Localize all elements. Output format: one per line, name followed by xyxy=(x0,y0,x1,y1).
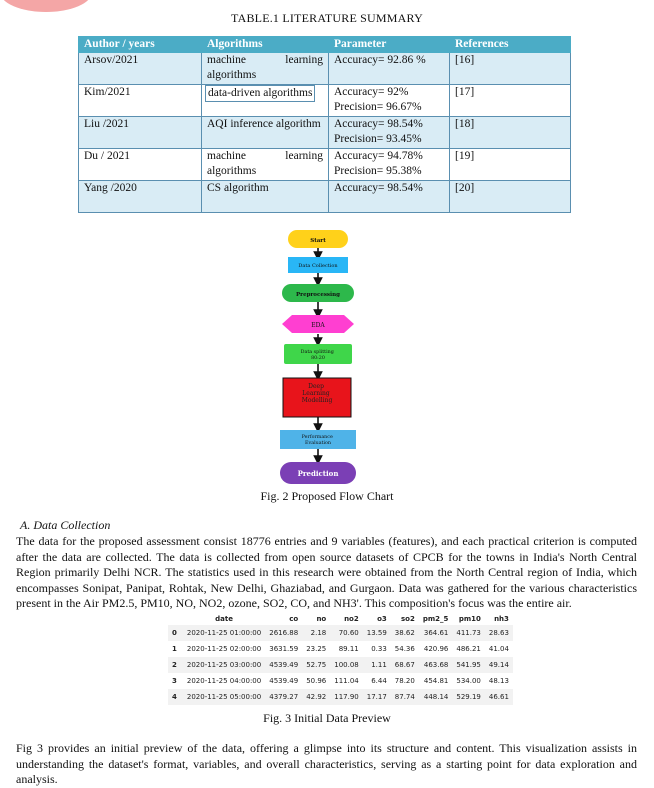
preview-header-row xyxy=(168,612,513,625)
preview-col-no2: no2 xyxy=(344,614,359,623)
preview-cell: 2020-11-25 04:00:00 xyxy=(186,677,262,685)
param-line: Accuracy= 98.54% xyxy=(334,182,423,194)
preview-cell: 111.04 xyxy=(334,677,359,685)
preview-col-co: co xyxy=(289,614,299,623)
preview-cell: 117.90 xyxy=(330,689,363,705)
preview-cell: 420.96 xyxy=(423,645,449,653)
preview-cell: 13.59 xyxy=(363,625,391,641)
cell-author: Liu /2021 xyxy=(79,117,202,149)
preview-cell: 68.67 xyxy=(391,657,419,673)
cell-author: Kim/2021 xyxy=(79,85,202,117)
preview-col-no: no xyxy=(316,614,327,623)
table-title: TABLE.1 LITERATURE SUMMARY xyxy=(231,11,423,25)
cell-reference: [17] xyxy=(450,85,571,117)
preview-cell: 100.08 xyxy=(330,657,363,673)
cell-algorithm: CS algorithm xyxy=(202,181,329,213)
preview-cell: 2020-11-25 05:00:00 xyxy=(183,689,265,705)
table-row xyxy=(79,85,571,117)
cell-author: Du / 2021 xyxy=(79,149,202,181)
preview-cell: 2020-11-25 02:00:00 xyxy=(186,645,262,653)
preview-cell: 364.61 xyxy=(419,625,453,641)
param-line: Precision= 93.45% xyxy=(334,133,422,145)
flow-step-performance-label: Performance Evaluation xyxy=(301,435,333,446)
preview-row-index: 3 xyxy=(172,677,177,685)
preview-index-header xyxy=(168,612,183,625)
cell-parameter xyxy=(329,53,450,85)
preview-row-index: 0 xyxy=(168,625,183,641)
param-line: Accuracy= 92% xyxy=(334,86,409,98)
preview-cell: 463.68 xyxy=(419,657,453,673)
preview-cell: 4539.49 xyxy=(265,657,302,673)
cell-reference: [16] xyxy=(450,53,571,85)
cell-parameter xyxy=(329,85,450,117)
preview-cell: 2.18 xyxy=(302,625,330,641)
header-author: Author / years xyxy=(79,37,202,53)
preview-cell: 534.00 xyxy=(456,677,481,685)
param-line: Accuracy= 92.86 % xyxy=(334,54,426,66)
preview-col-pm10: pm10 xyxy=(458,614,481,623)
cell-parameter xyxy=(329,181,450,213)
preview-cell: 2020-11-25 03:00:00 xyxy=(183,657,265,673)
figure-2-caption: Fig. 2 Proposed Flow Chart xyxy=(260,489,394,503)
preview-cell: 2020-11-25 01:00:00 xyxy=(183,625,265,641)
preview-cell: 89.11 xyxy=(338,645,359,653)
preview-cell: 52.75 xyxy=(302,657,330,673)
preview-row xyxy=(168,641,513,657)
table-header-row xyxy=(79,37,571,53)
cell-parameter xyxy=(329,149,450,181)
preview-cell: 0.33 xyxy=(371,645,387,653)
literature-summary-table xyxy=(78,36,571,213)
preview-cell: 78.20 xyxy=(394,677,415,685)
preview-row-index: 1 xyxy=(172,645,177,653)
param-line: Precision= 96.67% xyxy=(334,101,422,113)
cell-reference: [20] xyxy=(450,181,571,213)
preview-cell: 70.60 xyxy=(330,625,363,641)
preview-col-o3: o3 xyxy=(377,614,387,623)
preview-cell: 54.36 xyxy=(394,645,415,653)
cell-author: Yang /2020 xyxy=(79,181,202,213)
preview-row-index: 4 xyxy=(168,689,183,705)
preview-cell: 411.73 xyxy=(452,625,485,641)
preview-cell: 541.95 xyxy=(452,657,485,673)
preview-cell: 448.14 xyxy=(419,689,453,705)
preview-row xyxy=(168,625,513,641)
preview-cell: 28.63 xyxy=(485,625,513,641)
preview-row-index: 2 xyxy=(168,657,183,673)
preview-cell: 2616.88 xyxy=(265,625,302,641)
header-parameter: Parameter xyxy=(329,37,450,53)
preview-cell: 486.21 xyxy=(456,645,481,653)
figure-3-caption: Fig. 3 Initial Data Preview xyxy=(263,711,391,725)
cell-parameter xyxy=(329,117,450,149)
preview-cell: 6.44 xyxy=(371,677,387,685)
flow-step-deep-learning-label: Deep Learning Modelling xyxy=(301,383,333,404)
header-references: References xyxy=(450,37,571,53)
header-algorithms: Algorithms xyxy=(202,37,329,53)
data-collection-paragraph: The data for the proposed assessment consist 18776 entries and 9 variables (features), and each practical criterion is computed after the data are collected. The data is collected from open source datasets of CPCB for the towns in India's North Central Region primarily Delhi NCR. The statistics used in this research were obtained from the North Central region of India, which encompasses Sonipat, Panipat, Rohtak, New Delhi, Ghaziabad, and Gurgaon. Data was gathered for the various characteristics present in the Air PM2.5, PM10, NO, NO2, ozone, SO2, CO, and NH3'. This composition's focus was the entire air. xyxy=(16,534,637,611)
preview-cell: 1.11 xyxy=(363,657,391,673)
cell-algorithm: machine learning algorithms xyxy=(202,53,329,85)
preview-col-nh3: nh3 xyxy=(494,614,509,623)
preview-cell: 4539.49 xyxy=(269,677,299,685)
preview-cell: 49.14 xyxy=(485,657,513,673)
param-line: Accuracy= 94.78% xyxy=(334,150,423,162)
preview-cell: 41.04 xyxy=(488,645,509,653)
preview-cell: 454.81 xyxy=(423,677,449,685)
param-line: Accuracy= 98.54% xyxy=(334,118,423,130)
preview-cell: 48.13 xyxy=(488,677,509,685)
table-row xyxy=(79,117,571,149)
preview-cell: 87.74 xyxy=(391,689,419,705)
cell-algorithm: AQI inference algorithm xyxy=(202,117,329,149)
cell-reference: [18] xyxy=(450,117,571,149)
data-preview-table xyxy=(168,612,513,705)
cell-algorithm xyxy=(202,85,329,117)
table-row xyxy=(79,53,571,85)
closing-paragraph: Fig 3 provides an initial preview of the data, offering a glimpse into its structure and content. This visualization assists in understanding the dataset's format, variables, and overall characteristics, serving as a starting point for data exploration and analysis. xyxy=(16,741,637,787)
preview-cell: 42.92 xyxy=(302,689,330,705)
flow-step-data-splitting-label: Data splitting 80:20 xyxy=(300,350,334,361)
flow-step-prediction-label: Prediction xyxy=(297,469,339,478)
preview-col-pm2_5: pm2_5 xyxy=(422,614,449,623)
preview-cell: 17.17 xyxy=(363,689,391,705)
algo-text: data-driven algorithms xyxy=(205,85,315,102)
preview-cell: 50.96 xyxy=(306,677,327,685)
section-heading: A. Data Collection xyxy=(20,518,111,532)
cell-author: Arsov/2021 xyxy=(79,53,202,85)
flow-step-preprocessing-label: Preprocessing xyxy=(296,292,340,298)
preview-col-date: date xyxy=(215,614,233,623)
cell-algorithm: machine learning algorithms xyxy=(202,149,329,181)
preview-cell: 23.25 xyxy=(306,645,327,653)
preview-cell: 3631.59 xyxy=(269,645,299,653)
proposed-flow-chart xyxy=(270,228,370,490)
table-row xyxy=(79,149,571,181)
preview-cell: 38.62 xyxy=(391,625,419,641)
param-line: Precision= 95.38% xyxy=(334,165,422,177)
preview-col-so2: so2 xyxy=(400,614,415,623)
cell-reference: [19] xyxy=(450,149,571,181)
preview-cell: 4379.27 xyxy=(265,689,302,705)
preview-row xyxy=(168,689,513,705)
preview-row xyxy=(168,657,513,673)
table-row xyxy=(79,181,571,213)
flow-step-data-collection-label: Data Collection xyxy=(298,263,338,269)
preview-row xyxy=(168,673,513,689)
flow-step-start-label: Start xyxy=(310,238,326,244)
preview-cell: 46.61 xyxy=(485,689,513,705)
preview-cell: 529.19 xyxy=(452,689,485,705)
flow-step-eda-label: EDA xyxy=(311,322,325,329)
